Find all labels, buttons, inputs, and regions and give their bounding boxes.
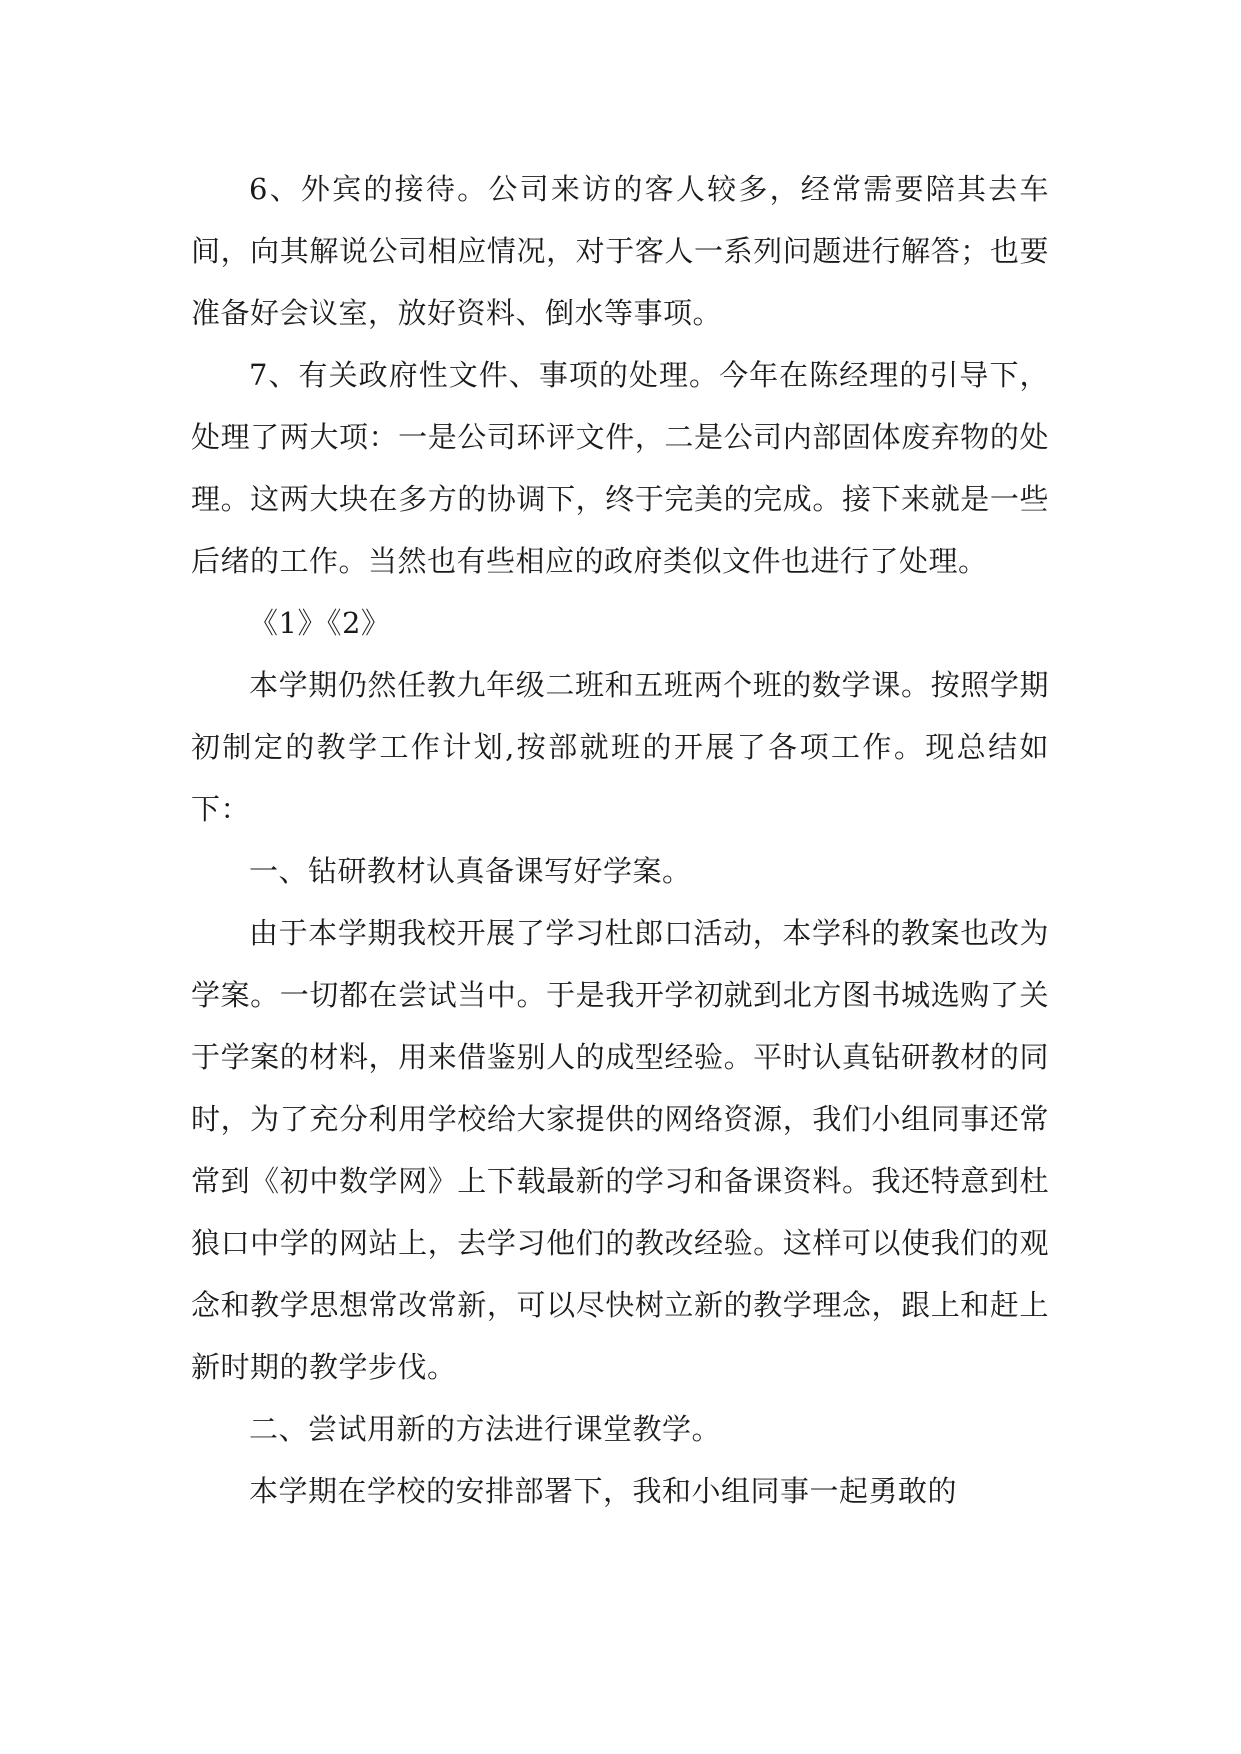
- section-heading-1: 一、钻研教材认真备课写好学案。: [249, 854, 692, 888]
- paragraph-government-documents: 7、有关政府性文件、事项的处理。今年在陈经理的引导下，处理了两大项：一是公司环评文件，二是公司内部固体废弃物的处理。这两大块在多方的协调下，终于完美的完成。接下来就是一些后绪的工作。当然也有些相应的政府类似文件也进行了处理。: [191, 358, 1049, 578]
- section-heading-2: 二、尝试用新的方法进行课堂教学。: [249, 1412, 722, 1446]
- paragraph-reception: 6、外宾的接待。公司来访的客人较多，经常需要陪其去车间，向其解说公司相应情况，对于客人一系列问题进行解答；也要准备好会议室，放好资料、倒水等事项。: [191, 172, 1049, 330]
- document-body: [191, 158, 1049, 1522]
- paragraph-semester-intro: 本学期仍然任教九年级二班和五班两个班的数学课。按照学期初制定的教学工作计划,按部就班的开展了各项工作。现总结如下：: [191, 668, 1049, 826]
- paragraph-new-methods: 本学期在学校的安排部署下，我和小组同事一起勇敢的: [249, 1474, 958, 1508]
- paragraph-marker: 《1》《2》: [249, 606, 391, 640]
- paragraph-lesson-prep: 由于本学期我校开展了学习杜郎口活动，本学科的教案也改为学案。一切都在尝试当中。于是我开学初就到北方图书城选购了关于学案的材料，用来借鉴别人的成型经验。平时认真钻研教材的同时，为了充分利用学校给大家提供的网络资源，我们小组同事还常常到《初中数学网》上下载最新的学习和备课资料。我还特意到杜狼口中学的网站上，去学习他们的教改经验。这样可以使我们的观念和教学思想常改常新，可以尽快树立新的教学理念，跟上和赶上新时期的教学步伐。: [191, 916, 1049, 1384]
